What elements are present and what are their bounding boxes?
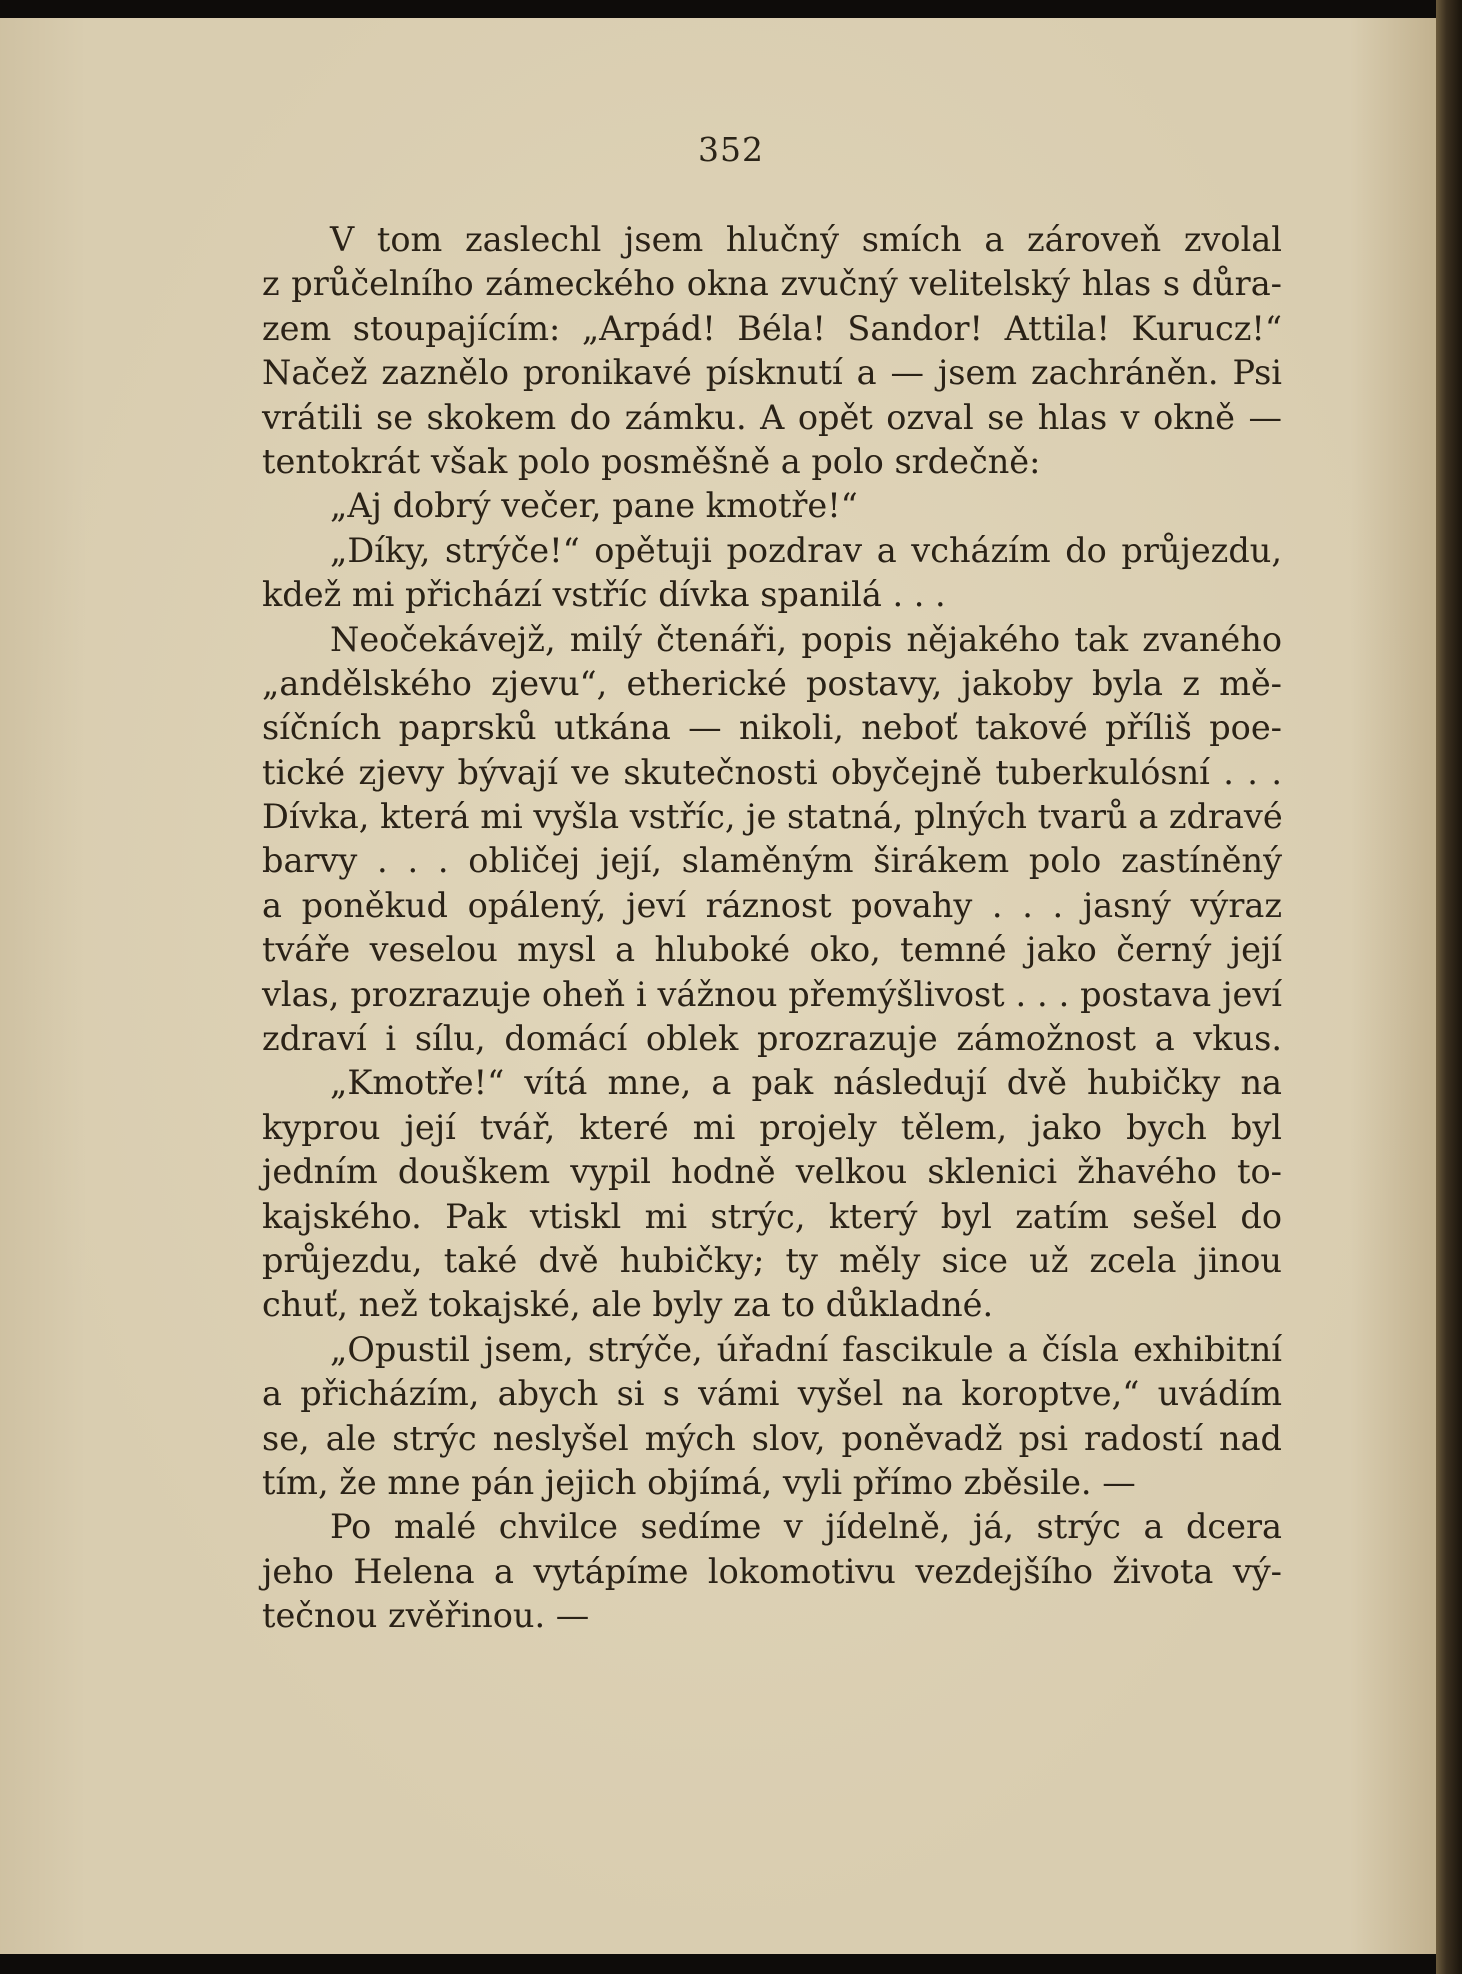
text-line: jeho Helena a vytápíme lokomotivu vezdejšího života vý- xyxy=(262,1551,1282,1591)
page-number: 352 xyxy=(698,130,764,169)
text-line: průjezdu, také dvě hubičky; ty měly sice už zcela jinou xyxy=(262,1240,1282,1280)
text-line: tečnou zvěřinou. — xyxy=(262,1596,590,1636)
text-line: „Aj dobrý večer, pane kmotře!“ xyxy=(330,486,858,526)
text-line: se, ale strýc neslyšel mých slov, poněvadž psi radostí nad xyxy=(262,1418,1282,1458)
page-edge-shadow xyxy=(1436,0,1462,1974)
text-line: síčních paprsků utkána — nikoli, neboť takové příliš poe- xyxy=(262,708,1282,748)
text-line: Po malé chvilce sedíme v jídelně, já, strýc a dcera xyxy=(330,1507,1282,1547)
text-line: zdraví i sílu, domácí oblek prozrazuje zámožnost a vkus. xyxy=(262,1019,1282,1059)
text-line: kyprou její tvář, které mi projely tělem, jako bych byl xyxy=(262,1107,1282,1147)
text-line: vrátili se skokem do zámku. A opět ozval se hlas v okně — xyxy=(262,397,1282,437)
text-line: a přicházím, abych si s vámi vyšel na koroptve,“ uvádím xyxy=(262,1374,1282,1414)
text-line: tentokrát však polo posměšně a polo srdečně: xyxy=(262,441,1041,481)
text-line: kajského. Pak vtiskl mi strýc, který byl zatím sešel do xyxy=(262,1196,1282,1236)
text-line: chuť, než tokajské, ale byly za to důkladné. xyxy=(262,1285,994,1325)
text-line: V tom zaslechl jsem hlučný smích a zároveň zvolal xyxy=(330,220,1282,259)
text-line: „Opustil jsem, strýče, úřadní fascikule a čísla exhibitní xyxy=(330,1329,1282,1369)
text-line: „Díky, strýče!“ opětuji pozdrav a vcházím do průjezdu, xyxy=(330,530,1282,570)
text-line: vlas, prozrazuje oheň i vážnou přemýšlivost . . . postava jeví xyxy=(262,974,1282,1014)
text-line: Neočekávejž, milý čtenáři, popis nějakého tak zvaného xyxy=(330,619,1282,659)
text-line: zem stoupajícím: „Arpád! Béla! Sandor! Attila! Kurucz!“ xyxy=(262,308,1282,348)
text-line: tváře veselou mysl a hluboké oko, temné jako černý její xyxy=(262,930,1282,970)
text-line: a poněkud opálený, jeví ráznost povahy . . . jasný výraz xyxy=(262,885,1282,925)
text-line: barvy . . . obličej její, slaměným širákem polo zastíněný xyxy=(262,841,1282,881)
text-line: „Kmotře!“ vítá mne, a pak následují dvě hubičky na xyxy=(330,1063,1282,1103)
text-line: z průčelního zámeckého okna zvučný velitelský hlas s důra- xyxy=(262,264,1282,304)
text-line: jedním douškem vypil hodně velkou sklenici žhavého to- xyxy=(262,1152,1282,1192)
body-text xyxy=(262,218,1282,1639)
text-line: Dívka, která mi vyšla vstříc, je statná, plných tvarů a zdravé xyxy=(262,797,1283,837)
text-line: Načež zaznělo pronikavé písknutí a — jsem zachráněn. Psi xyxy=(262,353,1282,393)
text-line: tím, že mne pán jejich objímá, vyli přímo zběsile. — xyxy=(262,1462,1136,1502)
text-line: tické zjevy bývají ve skutečnosti obyčejně tuberkulósní . . . xyxy=(262,752,1282,792)
text-line: „andělského zjevu“, etherické postavy, jakoby byla z mě- xyxy=(262,663,1282,703)
text-line: kdež mi přichází vstříc dívka spanilá . . . xyxy=(262,575,946,615)
